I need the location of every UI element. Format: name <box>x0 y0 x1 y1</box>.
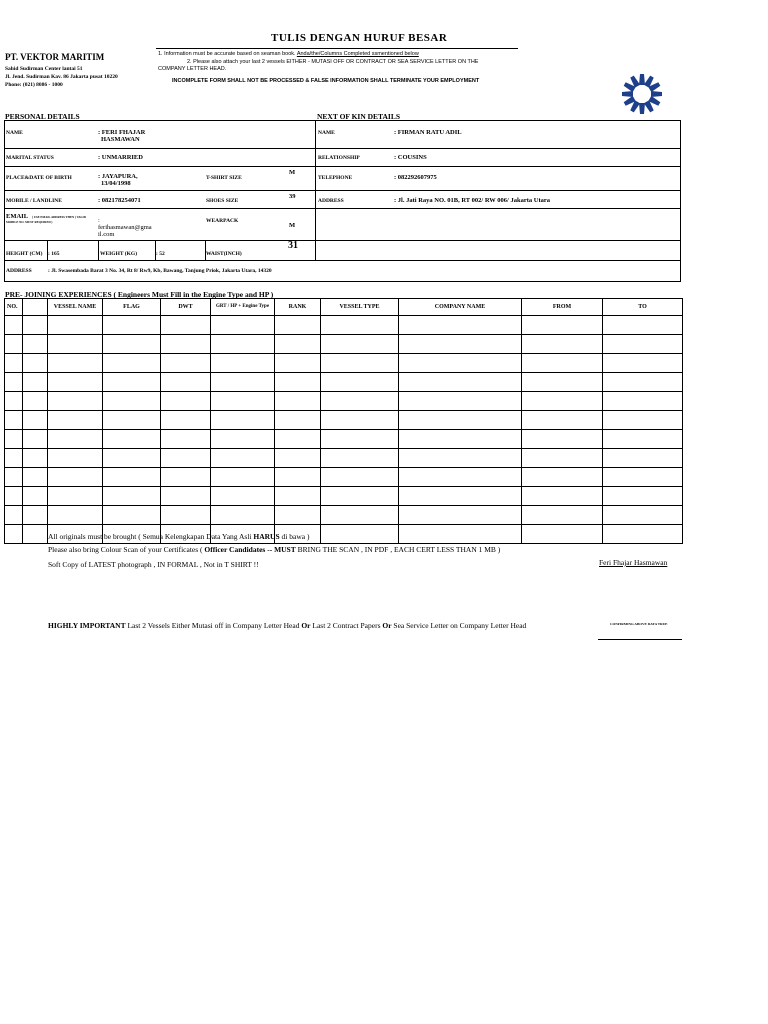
table-cell[interactable] <box>161 335 211 354</box>
email-value-line3: il.com <box>98 231 115 238</box>
marital-status-value: : UNMARRIED <box>98 154 143 161</box>
table-cell[interactable] <box>5 335 23 354</box>
table-row <box>5 506 683 525</box>
table-cell[interactable] <box>522 373 603 392</box>
table-cell[interactable] <box>399 354 522 373</box>
table-cell[interactable] <box>603 354 683 373</box>
col-header-vessel-name: VESSEL NAME <box>48 299 103 316</box>
col-header-company-name: COMPANY NAME <box>399 299 522 316</box>
table-cell[interactable] <box>275 430 321 449</box>
table-cell[interactable] <box>161 411 211 430</box>
table-cell[interactable] <box>522 525 603 544</box>
table-cell[interactable] <box>5 525 23 544</box>
table-cell[interactable] <box>321 411 399 430</box>
col-header-grt: GRT / HP + Engine Type <box>211 299 275 316</box>
kin-relationship-label: RELATIONSHIP <box>318 155 360 161</box>
table-cell[interactable] <box>603 468 683 487</box>
footer-note-2-suffix: BRING THE SCAN , IN PDF , EACH CERT LESS THAN 1 MB ) <box>295 545 501 554</box>
important-text-2: Last 2 Contract Papers <box>310 621 383 630</box>
kin-telephone-label: TELEPHONE <box>318 175 353 181</box>
email-label <box>6 211 86 225</box>
table-cell[interactable] <box>275 335 321 354</box>
table-row <box>5 354 683 373</box>
table-cell[interactable] <box>48 373 103 392</box>
col-header-from: FROM <box>522 299 603 316</box>
table-cell[interactable] <box>161 468 211 487</box>
col-header-dwt: DWT <box>161 299 211 316</box>
table-cell[interactable] <box>275 506 321 525</box>
table-cell[interactable] <box>522 335 603 354</box>
table-cell[interactable] <box>211 468 275 487</box>
footer-note-2 <box>48 545 500 554</box>
table-cell[interactable] <box>23 411 48 430</box>
name-value-line2: HASMAWAN <box>101 136 140 143</box>
table-cell[interactable] <box>321 335 399 354</box>
table-cell[interactable] <box>211 411 275 430</box>
table-cell[interactable] <box>321 354 399 373</box>
table-cell[interactable] <box>5 411 23 430</box>
table-cell[interactable] <box>23 487 48 506</box>
table-cell[interactable] <box>321 373 399 392</box>
kin-name-value: : FIRMAN RATU ADIL <box>394 129 462 136</box>
table-cell[interactable] <box>103 354 161 373</box>
table-cell[interactable] <box>211 430 275 449</box>
kin-address-label: ADDRESS <box>318 198 344 204</box>
height-cell-divider <box>47 240 48 260</box>
company-name: PT. VEKTOR MARITIM <box>5 52 105 62</box>
table-cell[interactable] <box>161 487 211 506</box>
footer-note-3: Soft Copy of LATEST photograph , IN FORMAL , Not in T SHIRT !! <box>48 560 259 569</box>
row-line <box>4 260 681 261</box>
table-cell[interactable] <box>103 449 161 468</box>
table-cell[interactable] <box>399 487 522 506</box>
table-cell[interactable] <box>275 373 321 392</box>
table-cell[interactable] <box>23 316 48 335</box>
table-cell[interactable] <box>603 373 683 392</box>
table-cell[interactable] <box>23 430 48 449</box>
table-cell[interactable] <box>48 392 103 411</box>
table-cell[interactable] <box>103 316 161 335</box>
row-line <box>4 240 681 241</box>
table-cell[interactable] <box>103 335 161 354</box>
table-cell[interactable] <box>211 392 275 411</box>
table-cell[interactable] <box>48 487 103 506</box>
table-cell[interactable] <box>603 411 683 430</box>
footer-note-2-text: Please also bring Colour Scan of your Certificates ( <box>48 545 205 554</box>
shoes-size-label: SHOES SIZE <box>206 198 239 204</box>
email-note-1: ( USE EMAIL ADDRESS THEN ( VALID <box>32 215 86 219</box>
experience-table <box>4 298 683 544</box>
waist-label: WAIST(INCH) <box>206 251 242 257</box>
table-cell[interactable] <box>48 506 103 525</box>
table-cell[interactable] <box>161 449 211 468</box>
row-line <box>4 166 681 167</box>
kin-relationship-value: : COUSINS <box>394 154 427 161</box>
birth-label: PLACE&DATE OF BIRTH <box>6 175 72 181</box>
table-row <box>5 487 683 506</box>
table-cell[interactable] <box>211 354 275 373</box>
table-cell[interactable] <box>522 449 603 468</box>
tshirt-size-label: T-SHIRT SIZE <box>206 175 242 181</box>
marital-status-label: MARITAL STATUS <box>6 155 54 161</box>
table-cell[interactable] <box>399 373 522 392</box>
table-cell[interactable] <box>48 430 103 449</box>
waist-cell-divider <box>205 240 206 260</box>
warning-text: INCOMPLETE FORM SHALL NOT BE PROCESSED & FALSE INFORMATION SHALL TERMINATE YOUR EMPLOYMENT <box>172 78 480 84</box>
email-value-line1: : <box>98 217 100 224</box>
kin-telephone-value: : 082292607975 <box>394 174 437 181</box>
table-row <box>5 468 683 487</box>
weight-label: WEIGHT (KG) <box>100 251 138 257</box>
note-1-text: 1. Information must be accurate based on seaman book. <box>158 51 296 57</box>
table-cell[interactable] <box>211 335 275 354</box>
table-row <box>5 335 683 354</box>
table-cell[interactable] <box>275 354 321 373</box>
col-header-to: TO <box>603 299 683 316</box>
table-cell[interactable] <box>23 354 48 373</box>
height-value: : 165 <box>48 251 60 257</box>
kin-address-value: : Jl. Jati Raya NO. 01B, RT 002/ RW 006/ Jakarta Utara <box>394 197 551 204</box>
weight-value: : 52 <box>156 251 165 257</box>
table-cell[interactable] <box>522 468 603 487</box>
table-cell[interactable] <box>48 468 103 487</box>
table-cell[interactable] <box>161 430 211 449</box>
table-cell[interactable] <box>211 449 275 468</box>
signature-line <box>598 639 682 640</box>
table-cell[interactable] <box>48 411 103 430</box>
table-cell[interactable] <box>48 316 103 335</box>
table-cell[interactable] <box>399 411 522 430</box>
table-cell[interactable] <box>161 506 211 525</box>
table-cell[interactable] <box>5 430 23 449</box>
table-row <box>5 449 683 468</box>
table-cell[interactable] <box>5 354 23 373</box>
company-address-line2: Jl. Jend. Sudirman Kav. 86 Jakarta pusat 10220 <box>5 74 118 80</box>
important-label: HIGHLY IMPORTANT <box>48 621 126 630</box>
table-cell[interactable] <box>321 316 399 335</box>
table-cell[interactable] <box>23 449 48 468</box>
table-row <box>5 411 683 430</box>
next-of-kin-heading: NEXT OF KIN DETAILS <box>317 112 401 121</box>
row-line <box>4 208 681 209</box>
experience-header-row <box>5 299 683 316</box>
shoes-size-value: 39 <box>289 193 296 200</box>
table-cell[interactable] <box>103 487 161 506</box>
table-cell[interactable] <box>321 449 399 468</box>
table-cell[interactable] <box>103 392 161 411</box>
col-header-flag: FLAG <box>103 299 161 316</box>
footer-note-1-text: All originals must be brought ( Semua Kelengkapan Data Yang Asli <box>48 532 254 541</box>
table-cell[interactable] <box>48 449 103 468</box>
table-cell[interactable] <box>603 487 683 506</box>
table-row <box>5 316 683 335</box>
table-cell[interactable] <box>603 392 683 411</box>
table-cell[interactable] <box>5 373 23 392</box>
email-value <box>98 217 152 238</box>
table-cell[interactable] <box>603 335 683 354</box>
important-text-3: Sea Service Letter on Company Letter Head <box>391 621 527 630</box>
waist-value: 31 <box>288 240 298 251</box>
row-line <box>4 148 681 149</box>
weight-value-divider <box>155 240 156 260</box>
table-cell[interactable] <box>321 468 399 487</box>
email-value-line2: ferihasmawan@gma <box>98 224 152 231</box>
table-cell[interactable] <box>275 449 321 468</box>
signature-name: Feri Fhajar Hasmawan <box>599 558 668 567</box>
table-cell[interactable] <box>275 487 321 506</box>
table-cell[interactable] <box>603 430 683 449</box>
table-cell[interactable] <box>603 506 683 525</box>
table-cell[interactable] <box>161 392 211 411</box>
company-address-line1: Sahid Sudirman Center lantai 51 <box>5 66 83 72</box>
email-note-2: MOBILE NO. MUST REQUIRED ) <box>6 220 53 224</box>
table-row <box>5 373 683 392</box>
footer-note-2-bold: Officer Candidates -- MUST <box>204 545 296 554</box>
name-value <box>98 129 145 143</box>
table-cell[interactable] <box>399 430 522 449</box>
table-cell[interactable] <box>399 392 522 411</box>
mobile-label: MOBILE / LANDLINE <box>6 198 62 204</box>
company-phone: Phone: (021) 8086 - 1000 <box>5 82 63 88</box>
table-cell[interactable] <box>321 487 399 506</box>
table-cell[interactable] <box>161 316 211 335</box>
experience-heading: PRE- JOINING EXPERIENCES ( Engineers Must Fill in the Engine Type and HP ) <box>5 290 274 299</box>
table-cell[interactable] <box>321 525 399 544</box>
table-cell[interactable] <box>522 411 603 430</box>
footer-note-1 <box>48 532 309 541</box>
table-cell[interactable] <box>161 354 211 373</box>
table-cell[interactable] <box>23 525 48 544</box>
table-cell[interactable] <box>522 316 603 335</box>
important-text-1: Last 2 Vessels Either Mutasi off in Company Letter Head <box>125 621 302 630</box>
birth-value-line1: : JAYAPURA, <box>98 173 138 180</box>
height-label: HEIGHT (CM) <box>6 251 43 257</box>
birth-value <box>98 173 138 187</box>
title-underline <box>156 48 518 49</box>
table-cell[interactable] <box>399 506 522 525</box>
table-cell[interactable] <box>23 468 48 487</box>
row-line <box>4 190 681 191</box>
personal-details-heading: PERSONAL DETAILS <box>5 112 80 121</box>
table-cell[interactable] <box>5 316 23 335</box>
col-header-rank: RANK <box>275 299 321 316</box>
table-cell[interactable] <box>321 506 399 525</box>
table-cell[interactable] <box>48 335 103 354</box>
table-cell[interactable] <box>522 354 603 373</box>
table-cell[interactable] <box>161 373 211 392</box>
table-cell[interactable] <box>603 449 683 468</box>
table-row <box>5 430 683 449</box>
table-cell[interactable] <box>103 411 161 430</box>
wearpack-value: M <box>289 222 296 229</box>
table-cell[interactable] <box>211 373 275 392</box>
table-cell[interactable] <box>603 525 683 544</box>
table-cell[interactable] <box>103 468 161 487</box>
table-cell[interactable] <box>275 392 321 411</box>
important-or-2: Or <box>382 621 392 630</box>
table-cell[interactable] <box>399 335 522 354</box>
address-value: : Jl. Swasembada Barat 3 No. 34, Rt 8/ Rw9, Kb, Bawang, Tanjung Priok, Jakarta Utara, 14320 <box>48 268 272 274</box>
table-cell[interactable] <box>275 411 321 430</box>
instruction-note-2: 2. Please also attach your last 2 vessels EITHER - MUTASI OFF OR CONTRACT OR SEA SERVICE LETTER ON THE <box>187 59 479 65</box>
table-cell[interactable] <box>522 430 603 449</box>
table-cell[interactable] <box>23 335 48 354</box>
tshirt-size-value: M <box>289 169 296 176</box>
table-cell[interactable] <box>103 373 161 392</box>
table-cell[interactable] <box>275 468 321 487</box>
col-header-blank <box>23 299 48 316</box>
table-cell[interactable] <box>211 487 275 506</box>
table-cell[interactable] <box>23 373 48 392</box>
email-label-text: EMAIL <box>6 213 29 220</box>
note-1-link: Anda/the/Columns Completed ssmentioned below <box>296 51 419 57</box>
table-cell[interactable] <box>399 525 522 544</box>
mobile-value: : 082178254071 <box>98 197 141 204</box>
table-cell[interactable] <box>211 506 275 525</box>
company-logo-icon <box>620 72 664 116</box>
table-row <box>5 392 683 411</box>
name-label: NAME <box>6 130 23 136</box>
table-cell[interactable] <box>5 449 23 468</box>
form-title: TULIS DENGAN HURUF BESAR <box>271 32 448 44</box>
table-cell[interactable] <box>522 487 603 506</box>
important-note <box>48 621 526 630</box>
table-cell[interactable] <box>5 392 23 411</box>
table-cell[interactable] <box>321 392 399 411</box>
instruction-note-2-cont: COMPANY LETTER HEAD. <box>158 66 227 72</box>
weight-cell-divider <box>98 240 99 260</box>
table-cell[interactable] <box>399 449 522 468</box>
col-header-no: NO. <box>5 299 23 316</box>
footer-note-1-suffix: di bawa ) <box>279 532 310 541</box>
table-cell[interactable] <box>522 506 603 525</box>
table-cell[interactable] <box>399 316 522 335</box>
name-value-line1: : FERI FHAJAR <box>98 129 146 136</box>
table-cell[interactable] <box>603 316 683 335</box>
birth-value-line2: 13/04/1998 <box>101 180 131 187</box>
table-cell[interactable] <box>275 316 321 335</box>
col-header-vessel-type: VESSEL TYPE <box>321 299 399 316</box>
confirm-text: CONFIRMING ABOVE DATA TRUE <box>610 622 668 626</box>
table-cell[interactable] <box>522 392 603 411</box>
table-cell[interactable] <box>5 506 23 525</box>
kin-name-label: NAME <box>318 130 335 136</box>
table-cell[interactable] <box>5 487 23 506</box>
table-cell[interactable] <box>103 506 161 525</box>
table-cell[interactable] <box>5 468 23 487</box>
address-label: ADDRESS <box>6 268 32 274</box>
important-or-1: Or <box>301 621 311 630</box>
table-cell[interactable] <box>48 354 103 373</box>
footer-note-1-bold: HARUS <box>253 532 280 541</box>
table-cell[interactable] <box>211 316 275 335</box>
table-cell[interactable] <box>321 430 399 449</box>
table-cell[interactable] <box>23 506 48 525</box>
table-cell[interactable] <box>399 468 522 487</box>
table-cell[interactable] <box>23 392 48 411</box>
wearpack-label: WEARPACK <box>206 218 239 224</box>
instruction-note-1 <box>158 51 419 57</box>
table-cell[interactable] <box>103 430 161 449</box>
